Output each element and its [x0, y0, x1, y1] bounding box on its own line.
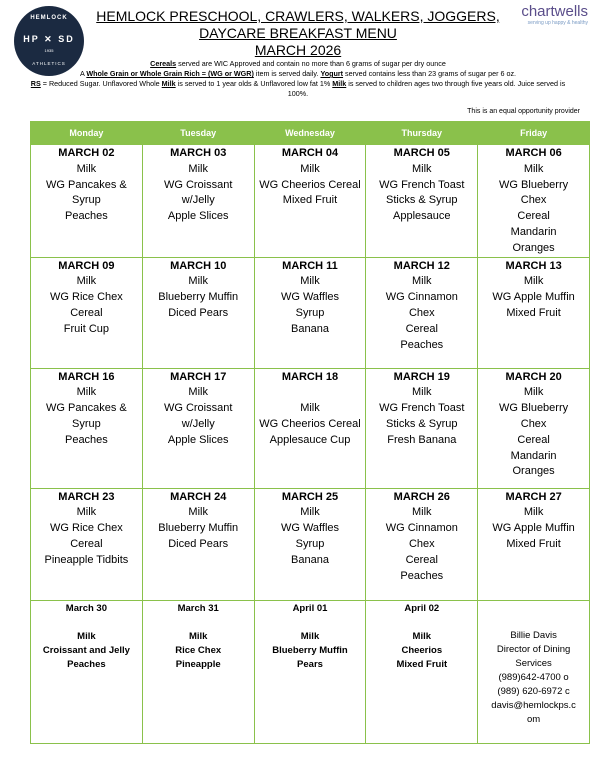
menu-item: w/Jelly	[181, 194, 215, 207]
menu-day-cell	[478, 145, 590, 258]
menu-day-cell	[254, 488, 366, 600]
menu-item: Syrup	[295, 537, 325, 550]
menu-item: Blueberry Muffin	[158, 291, 239, 304]
menu-day-cell	[31, 257, 143, 368]
day-header-row	[31, 122, 590, 145]
contact-cell	[478, 600, 590, 743]
menu-item: WG Waffles	[280, 522, 340, 535]
menu-item: WG Pancakes &	[46, 178, 127, 191]
menu-item: Mixed Fruit	[506, 306, 561, 319]
day-date: MARCH 18	[281, 370, 339, 383]
menu-item: Milk	[188, 386, 208, 399]
day-date: MARCH 19	[393, 370, 450, 383]
day-date: MARCH 05	[393, 147, 450, 159]
menu-week-row	[31, 488, 590, 600]
menu-item: WG Pancakes &	[46, 402, 127, 415]
day-date: MARCH 25	[281, 490, 339, 503]
menu-item: Cheerios	[401, 644, 443, 656]
brand-name: chartwells	[521, 3, 588, 20]
menu-item: Mixed Fruit	[506, 537, 561, 550]
menu-week-row	[31, 600, 590, 743]
menu-item: Apple Slices	[167, 433, 229, 446]
menu-item: Applesauce Cup	[269, 433, 351, 446]
menu-item: Chex	[520, 417, 547, 430]
menu-item: WG Rice Chex	[50, 522, 123, 535]
menu-item: Syrup	[72, 194, 101, 207]
menu-item: Milk	[412, 386, 432, 399]
menu-item: Cereal	[405, 322, 438, 335]
menu-day-cell	[254, 600, 366, 743]
title-line-1: HEMLOCK PRESCHOOL, CRAWLERS, WALKERS, JOGGERS,	[96, 8, 500, 24]
day-date: MARCH 17	[170, 370, 227, 383]
menu-day-cell	[366, 600, 478, 743]
menu-day-cell	[478, 368, 590, 488]
menu-item: Peaches	[64, 210, 108, 223]
menu-day-cell	[31, 368, 143, 488]
day-header: Monday	[31, 122, 143, 145]
menu-item: WG Cinnamon	[385, 522, 458, 535]
menu-item: Syrup	[72, 417, 101, 430]
day-date: MARCH 06	[505, 147, 562, 159]
menu-item: Milk	[300, 162, 320, 175]
menu-item: Rice Chex	[175, 644, 222, 656]
menu-week-row	[31, 145, 590, 258]
brand-tagline: serving up happy & healthy	[527, 20, 588, 26]
menu-item: WG Cinnamon	[385, 291, 458, 304]
menu-item: Apple Slices	[167, 210, 229, 223]
menu-item: WG Blueberry	[499, 178, 569, 191]
menu-item: WG Apple Muffin	[492, 522, 575, 535]
menu-item: Milk	[76, 162, 97, 175]
menu-item: Blueberry Muffin	[158, 522, 239, 535]
menu-item: Oranges	[512, 465, 555, 478]
menu-item: Mixed Fruit	[282, 194, 338, 207]
menu-item: Banana	[291, 553, 329, 566]
day-date: April 01	[292, 602, 328, 614]
day-date: MARCH 20	[505, 370, 562, 383]
menu-day-cell	[31, 145, 143, 258]
menu-item: WG Rice Chex	[50, 291, 123, 304]
contact-name: Billie Davis	[510, 629, 557, 641]
menu-day-cell	[254, 145, 366, 258]
contact-phone-cell: (989) 620-6972 c	[497, 685, 570, 697]
menu-item: Applesauce	[393, 210, 451, 223]
day-date: MARCH 04	[281, 147, 339, 159]
menu-item: Milk	[188, 162, 208, 175]
menu-item: Peaches	[64, 433, 108, 446]
day-date: MARCH 02	[58, 147, 115, 159]
menu-day-cell	[31, 600, 143, 743]
menu-item: Oranges	[512, 241, 555, 254]
equal-opportunity-note: This is an equal opportunity provider	[467, 108, 580, 115]
day-date: MARCH 11	[282, 259, 338, 272]
logo-bottom-text: ATHLETICS	[32, 61, 66, 66]
menu-day-cell	[254, 368, 366, 488]
menu-day-cell	[142, 257, 254, 368]
menu-item: WG Blueberry	[499, 402, 569, 415]
menu-item: Peaches	[67, 658, 106, 670]
menu-item: Mixed Fruit	[396, 658, 448, 670]
menu-item: Milk	[300, 275, 320, 288]
menu-item: Milk	[412, 630, 432, 642]
menu-item: Pineapple Tidbits	[44, 553, 129, 566]
menu-day-cell	[142, 488, 254, 600]
menu-day-cell	[478, 488, 590, 600]
menu-item: Cereal	[405, 553, 438, 566]
menu-week-row	[31, 368, 590, 488]
day-date: MARCH 16	[58, 370, 115, 383]
menu-item: Syrup	[295, 306, 325, 319]
day-date: MARCH 23	[58, 490, 115, 503]
menu-item: Chex	[408, 537, 435, 550]
menu-item: WG French Toast	[379, 402, 465, 415]
menu-item: Mandarin	[510, 449, 557, 462]
contact-info	[479, 602, 588, 727]
menu-item: Chex	[408, 306, 435, 319]
day-date: MARCH 10	[170, 259, 227, 272]
menu-item: Sticks & Syrup	[386, 417, 458, 430]
day-date: MARCH 26	[393, 490, 450, 503]
menu-item: Milk	[188, 630, 208, 642]
menu-title	[0, 8, 596, 59]
logo-letters: HP ✕ SD	[23, 34, 75, 44]
menu-item: Milk	[523, 162, 544, 175]
note-whole-grain: A Whole Grain or Whole Grain Rich = (WG or WGR) item is served daily. Yogurt served contains less than 23 grams of sugar per 6 oz.	[79, 69, 517, 78]
menu-item: Blueberry Muffin	[272, 644, 348, 656]
menu-item: Sticks & Syrup	[386, 194, 458, 207]
menu-item: Milk	[523, 506, 544, 519]
menu-item: Chex	[520, 194, 547, 207]
day-header: Tuesday	[142, 122, 254, 145]
menu-day-cell	[142, 145, 254, 258]
menu-item: Milk	[76, 386, 97, 399]
menu-item: Pears	[297, 658, 323, 670]
menu-item: Fresh Banana	[387, 433, 457, 446]
title-line-2: DAYCARE BREAKFAST MENU	[199, 25, 397, 41]
menu-item: Milk	[76, 506, 97, 519]
menu-item: Cereal	[70, 537, 103, 550]
nutrition-notes	[22, 59, 574, 99]
logo-top-text: HEMLOCK	[30, 15, 68, 21]
day-header: Thursday	[366, 122, 478, 145]
menu-item: Diced Pears	[168, 306, 229, 319]
menu-day-cell	[254, 257, 366, 368]
menu-item: Milk	[412, 506, 432, 519]
menu-item: Diced Pears	[168, 537, 229, 550]
menu-item: Milk	[188, 506, 208, 519]
day-header: Wednesday	[254, 122, 366, 145]
menu-item: Milk	[300, 630, 320, 642]
menu-item: Cereal	[70, 306, 103, 319]
menu-item: Banana	[291, 322, 329, 335]
menu-day-cell	[366, 145, 478, 258]
day-header: Friday	[478, 122, 590, 145]
menu-item: Mandarin	[510, 225, 557, 238]
menu-day-cell	[366, 368, 478, 488]
menu-item: Milk	[523, 386, 544, 399]
menu-item: Milk	[76, 275, 97, 288]
logo-year: 1935	[44, 48, 54, 53]
contact-email: om	[526, 713, 541, 725]
menu-item	[256, 385, 365, 401]
menu-item: Peaches	[400, 569, 444, 582]
day-date: MARCH 27	[505, 490, 562, 503]
contact-title: Director of Dining	[496, 643, 571, 655]
menu-day-cell	[366, 488, 478, 600]
menu-item: WG Cheerios Cereal	[259, 417, 361, 430]
menu-item: WG Cheerios Cereal	[259, 178, 361, 191]
menu-item: WG Croissant	[163, 402, 233, 415]
menu-item: Milk	[412, 275, 432, 288]
day-date: March 31	[177, 602, 219, 614]
day-date: MARCH 09	[58, 259, 115, 272]
menu-item: Croissant and Jelly	[42, 644, 130, 656]
menu-item: Fruit Cup	[63, 322, 110, 335]
menu-week-row	[31, 257, 590, 368]
day-date: April 02	[404, 602, 440, 614]
menu-item: WG French Toast	[379, 178, 465, 191]
menu-day-cell	[142, 600, 254, 743]
note-cereals: Cereals served are WIC Approved and contain no more than 6 grams of sugar per dry ounce	[150, 59, 446, 68]
menu-weeks	[31, 145, 590, 744]
menu-item: Milk	[300, 402, 320, 415]
menu-item: Cereal	[517, 433, 550, 446]
menu-day-cell	[366, 257, 478, 368]
menu-item: Milk	[523, 275, 544, 288]
title-line-3: MARCH 2026	[254, 42, 342, 58]
contact-email: davis@hemlockps.c	[491, 699, 576, 711]
menu-item: WG Apple Muffin	[492, 291, 575, 304]
day-date: MARCH 12	[393, 259, 450, 272]
menu-item: WG Croissant	[163, 178, 233, 191]
menu-item: Pineapple	[175, 658, 221, 670]
menu-item: Milk	[77, 630, 96, 642]
note-milk: RS = Reduced Sugar. Unflavored Whole Milk is served to 1 year olds & Unflavored low fat 1% Milk is served to children ages two through five years old. Juice served is 100%.	[30, 79, 566, 98]
menu-item: WG Waffles	[280, 291, 340, 304]
menu-day-cell	[31, 488, 143, 600]
menu-day-cell	[478, 257, 590, 368]
menu-item: Peaches	[400, 338, 444, 351]
menu-item: Milk	[300, 506, 320, 519]
day-date: March 30	[65, 602, 107, 614]
contact-phone-office: (989)642-4700 o	[498, 671, 569, 683]
day-date: MARCH 24	[170, 490, 227, 503]
menu-item: Milk	[412, 162, 432, 175]
menu-item: w/Jelly	[181, 417, 215, 430]
menu-day-cell	[142, 368, 254, 488]
day-date: MARCH 03	[170, 147, 227, 159]
menu-item: Cereal	[517, 210, 550, 223]
menu-calendar	[30, 121, 590, 744]
menu-item: Milk	[188, 275, 208, 288]
contact-title: Services	[515, 657, 552, 669]
day-date: MARCH 13	[505, 259, 562, 272]
